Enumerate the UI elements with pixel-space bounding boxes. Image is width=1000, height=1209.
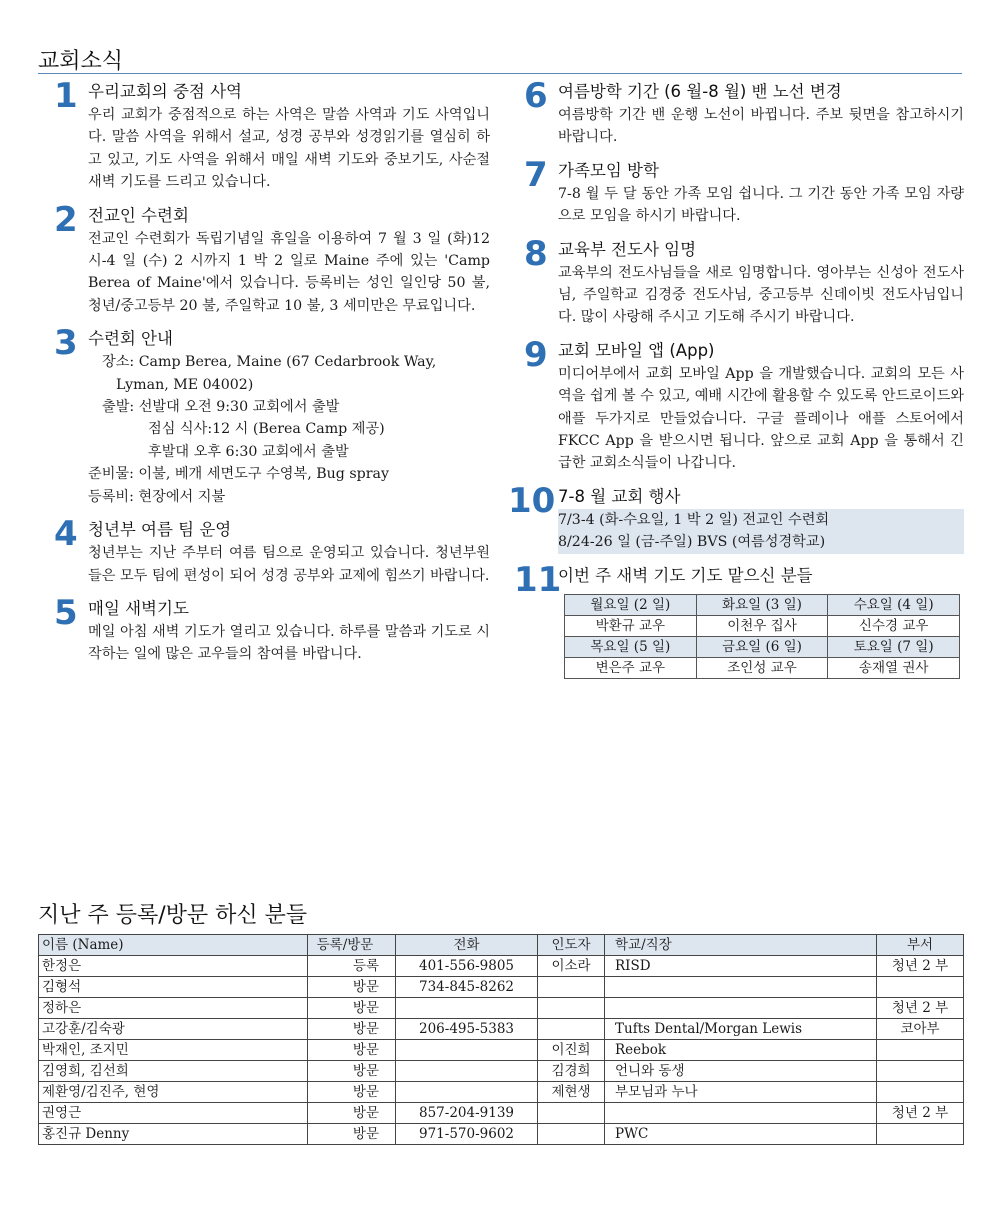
table-cell: 청년 2 부 xyxy=(877,956,964,977)
table-cell xyxy=(877,977,964,998)
table-cell: 한정은 xyxy=(39,956,308,977)
table-cell xyxy=(538,1124,605,1145)
column-header: 부서 xyxy=(877,935,964,956)
news-item-11 xyxy=(514,559,964,679)
retreat-departure: 출발: 선발대 오전 9:30 교회에서 출발 xyxy=(102,399,340,416)
item-number: 4 xyxy=(54,514,78,555)
table-row xyxy=(39,977,964,998)
column-header: 등록/방문 xyxy=(308,935,396,956)
item-heading: 매일 새벽기도 xyxy=(88,598,189,618)
table-cell xyxy=(396,1061,538,1082)
column-header: 학교/직장 xyxy=(605,935,877,956)
title-divider xyxy=(38,73,962,74)
item-body: 교육부의 전도사님들을 새로 임명합니다. 영아부는 신성아 전도사님, 주일학교 김경중 전도사님, 중고등부 신데이빗 전도사님입니다. 많이 사랑해 주시고 기도해 주시기 바랍니다. xyxy=(558,264,964,326)
item-body: 전교인 수련회가 독립기념일 휴일을 이용하여 7 월 3 일 (화)12 시-4 일 (수) 2 시까지 1 박 2 일로 Maine 주에 있는 'Camp Berea of Maine'에서 있습니다. 등록비는 성인 일인당 50 불, 청년/중고등부 20 불, 주일학교 10 불, 3 세미만은 무료입니다. xyxy=(88,230,490,314)
table-cell: 401-556-9805 xyxy=(396,956,538,977)
table-cell xyxy=(877,1061,964,1082)
item-heading: 청년부 여름 팀 운영 xyxy=(88,520,232,540)
news-item-8 xyxy=(524,233,964,329)
table-row xyxy=(565,657,960,678)
column-header: 이름 (Name) xyxy=(39,935,308,956)
item-number: 1 xyxy=(54,76,78,116)
table-cell: 이진희 xyxy=(538,1040,605,1061)
table-cell: 정하은 xyxy=(39,998,308,1019)
table-cell xyxy=(538,1019,605,1040)
table-row xyxy=(39,1061,964,1082)
table-cell: PWC xyxy=(605,1124,877,1145)
table-cell: 송재열 권사 xyxy=(828,657,960,678)
table-cell xyxy=(605,1103,877,1124)
news-item-4 xyxy=(54,514,490,587)
item-heading: 우리교회의 중점 사역 xyxy=(88,82,242,101)
item-number: 7 xyxy=(524,154,548,195)
table-cell: 이소라 xyxy=(538,956,605,977)
prayer-schedule-table xyxy=(564,594,960,679)
item-body: 여름방학 기간 밴 운행 노선이 바뀝니다. 주보 뒷면을 참고하시기 바랍니다. xyxy=(558,107,964,146)
table-cell: 토요일 (7 일) xyxy=(828,636,960,657)
table-cell: 방문 xyxy=(308,998,396,1019)
table-cell: 방문 xyxy=(308,1019,396,1040)
table-cell: 목요일 (5 일) xyxy=(565,636,697,657)
event-line: 7/3-4 (화-수요일, 1 박 2 일) 전교인 수련회 xyxy=(558,509,964,531)
table-cell: 화요일 (3 일) xyxy=(696,594,828,615)
table-cell: 이천우 집사 xyxy=(696,615,828,636)
retreat-place-address: Lyman, ME 04002) xyxy=(116,376,254,393)
visitors-table-body xyxy=(39,956,964,1145)
table-row xyxy=(39,1019,964,1040)
table-cell xyxy=(538,977,605,998)
table-cell: 고강훈/김숙광 xyxy=(39,1019,308,1040)
table-cell xyxy=(538,1103,605,1124)
table-cell: 김경희 xyxy=(538,1061,605,1082)
table-cell: 제현생 xyxy=(538,1082,605,1103)
table-cell: 권영근 xyxy=(39,1103,308,1124)
table-cell: 신수경 교우 xyxy=(828,615,960,636)
table-cell xyxy=(877,1124,964,1145)
item-heading: 가족모임 방학 xyxy=(558,160,659,180)
news-item-2 xyxy=(54,199,490,318)
table-cell: 변은주 교우 xyxy=(565,657,697,678)
news-item-9 xyxy=(524,334,964,475)
table-cell: 971-570-9602 xyxy=(396,1124,538,1145)
item-body: 메일 아침 새벽 기도가 열리고 있습니다. 하루를 말씀과 기도로 시작하는 일에 많은 교우들의 참여를 바랍니다. xyxy=(88,623,490,663)
retreat-fee: 등록비: 현장에서 지불 xyxy=(88,488,226,505)
news-item-7 xyxy=(524,154,964,228)
table-cell: 206-495-5383 xyxy=(396,1019,538,1040)
event-line: 8/24-26 일 (금-주일) BVS (여름성경학교) xyxy=(558,531,964,553)
table-row xyxy=(565,615,960,636)
table-cell: 방문 xyxy=(308,1061,396,1082)
table-cell xyxy=(877,1082,964,1103)
table-cell: 홍진규 Denny xyxy=(39,1124,308,1145)
retreat-late-departure: 후발대 오후 6:30 교회에서 출발 xyxy=(148,443,349,460)
table-cell: Tufts Dental/Morgan Lewis xyxy=(605,1019,877,1040)
table-cell: 방문 xyxy=(308,1040,396,1061)
item-number: 8 xyxy=(524,233,548,274)
table-row xyxy=(39,1082,964,1103)
table-cell: 박환규 교우 xyxy=(565,615,697,636)
left-column xyxy=(54,76,490,676)
news-item-5 xyxy=(54,592,490,666)
table-row xyxy=(565,594,960,615)
news-item-3 xyxy=(54,323,490,508)
table-row xyxy=(565,636,960,657)
item-heading: 이번 주 새벽 기도 기도 맡으신 분들 xyxy=(558,565,813,585)
table-cell: 방문 xyxy=(308,1082,396,1103)
item-number: 3 xyxy=(54,323,78,364)
table-cell: RISD xyxy=(605,956,877,977)
item-heading: 교육부 전도사 임명 xyxy=(558,239,697,259)
table-row xyxy=(39,1040,964,1061)
table-cell: 청년 2 부 xyxy=(877,998,964,1019)
column-header: 전화 xyxy=(396,935,538,956)
table-cell: 조인성 교우 xyxy=(696,657,828,678)
table-row xyxy=(39,1103,964,1124)
table-cell xyxy=(396,998,538,1019)
table-row xyxy=(39,1124,964,1145)
table-cell: 방문 xyxy=(308,977,396,998)
item-number: 10 xyxy=(508,480,556,521)
news-item-10 xyxy=(508,480,964,554)
item-heading: 여름방학 기간 (6 월-8 월) 밴 노선 변경 xyxy=(558,82,842,101)
table-cell xyxy=(605,977,877,998)
item-body: 미디어부에서 교회 모바일 App 을 개발했습니다. 교회의 모든 사역을 쉽게 볼 수 있고, 예배 시간에 활용할 수 있도록 안드로이드와 애플 두가지로 만들었습니다. 구글 플레이나 애플 스토어에서 FKCC App 을 받으시면 됩니다. 앞으로 교회 App 을 통해서 긴급한 교회소식들이 나갑니다. xyxy=(558,365,964,472)
item-number: 9 xyxy=(524,334,548,375)
table-cell: 김영희, 김선희 xyxy=(39,1061,308,1082)
table-cell xyxy=(877,1040,964,1061)
item-body: 우리 교회가 중점적으로 하는 사역은 말씀 사역과 기도 사역입니다. 말씀 사역을 위해서 설교, 성경 공부와 성경읽기를 열심히 하고 있고, 기도 사역을 위해서 매일 새벽 기도와 중보기도, 사순절 새벽 기도를 드리고 있습니다. xyxy=(88,107,490,191)
table-cell: 월요일 (2 일) xyxy=(565,594,697,615)
visitors-table xyxy=(38,934,964,1145)
item-number: 5 xyxy=(54,592,78,633)
retreat-place: 장소: Camp Berea, Maine (67 Cedarbrook Way, xyxy=(102,354,437,371)
retreat-lunch: 점심 식사:12 시 (Berea Camp 제공) xyxy=(148,421,385,438)
column-header: 인도자 xyxy=(538,935,605,956)
item-heading: 7-8 월 교회 행사 xyxy=(558,486,681,506)
table-cell: 박재인, 조지민 xyxy=(39,1040,308,1061)
table-cell: Reebok xyxy=(605,1040,877,1061)
item-heading: 수련회 안내 xyxy=(88,329,173,349)
item-number: 6 xyxy=(524,76,548,116)
table-cell: 등록 xyxy=(308,956,396,977)
table-cell xyxy=(538,998,605,1019)
table-cell: 청년 2 부 xyxy=(877,1103,964,1124)
news-item-1 xyxy=(54,76,490,194)
retreat-supplies: 준비물: 이불, 베개 세면도구 수영복, Bug spray xyxy=(88,466,389,483)
table-cell: 부모님과 누나 xyxy=(605,1082,877,1103)
page-title: 교회소식 xyxy=(38,49,124,74)
news-item-6 xyxy=(524,76,964,149)
table-header-row xyxy=(39,935,964,956)
table-cell xyxy=(605,998,877,1019)
table-cell xyxy=(396,1082,538,1103)
table-cell: 734-845-8262 xyxy=(396,977,538,998)
table-cell: 방문 xyxy=(308,1124,396,1145)
item-body: 청년부는 지난 주부터 여름 팀으로 운영되고 있습니다. 청년부원들은 모두 팀에 편성이 되어 성경 공부와 교제에 힘쓰기 바랍니다. xyxy=(88,545,490,584)
table-cell: 금요일 (6 일) xyxy=(696,636,828,657)
table-cell: 언니와 동생 xyxy=(605,1061,877,1082)
table-cell: 857-204-9139 xyxy=(396,1103,538,1124)
table-row xyxy=(39,998,964,1019)
item-number: 2 xyxy=(54,199,78,240)
table-row xyxy=(39,956,964,977)
table-cell: 코아부 xyxy=(877,1019,964,1040)
item-heading: 교회 모바일 앱 (App) xyxy=(558,340,715,360)
table-cell: 방문 xyxy=(308,1103,396,1124)
item-number: 11 xyxy=(514,559,562,600)
table-cell: 제환영/김진주, 현영 xyxy=(39,1082,308,1103)
table-cell xyxy=(396,1040,538,1061)
item-body: 7-8 월 두 달 동안 가족 모임 쉽니다. 그 기간 동안 가족 모임 자량으로 모임을 하시기 바랍니다. xyxy=(558,185,964,225)
table-cell: 김형석 xyxy=(39,977,308,998)
right-column xyxy=(508,76,964,689)
item-heading: 전교인 수련회 xyxy=(88,205,189,225)
visitors-title: 지난 주 등록/방문 하신 분들 xyxy=(38,903,308,928)
table-cell: 수요일 (4 일) xyxy=(828,594,960,615)
